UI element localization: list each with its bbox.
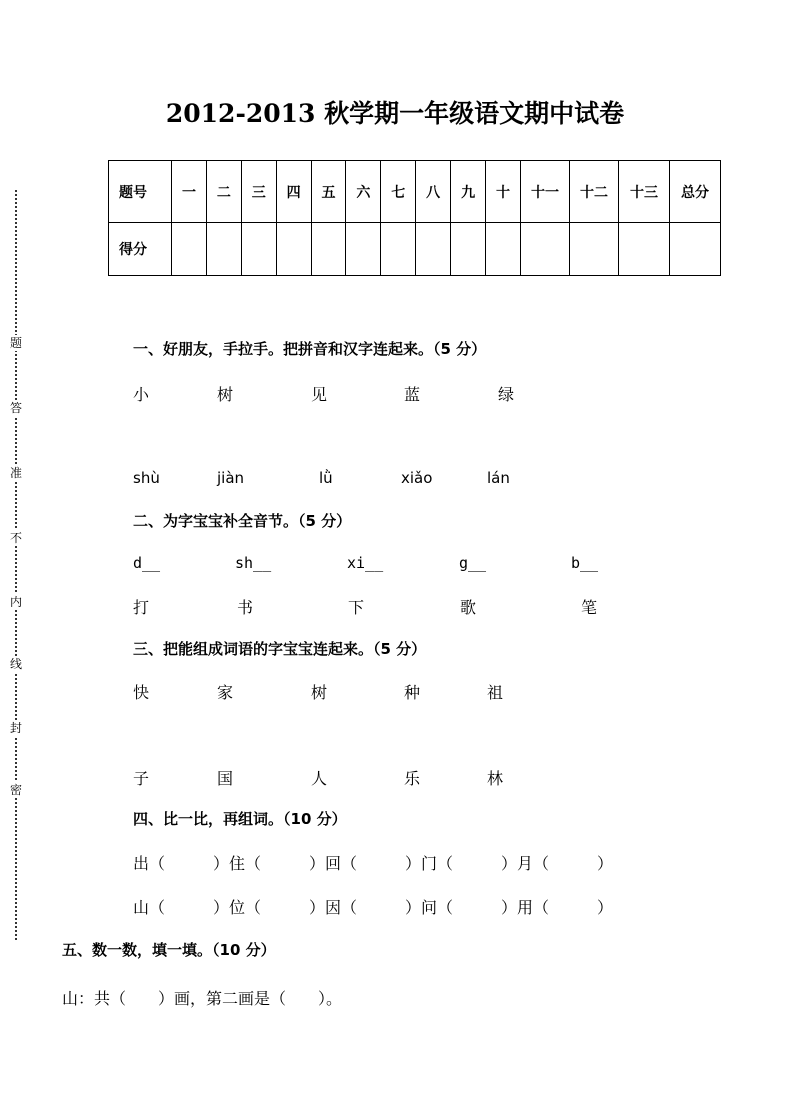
score-header-cell: 四	[276, 161, 311, 223]
q5-line[interactable]: 山：共（ ）画，第二画是（ ）。	[62, 989, 343, 1008]
side-char-feng: 封	[9, 721, 22, 735]
side-char-mi: 密	[9, 783, 22, 797]
side-char-ti: 题	[9, 336, 22, 350]
q2-syllable-blank[interactable]: b__	[571, 554, 599, 572]
score-header-label: 题号	[109, 161, 172, 223]
score-header-cell: 二	[206, 161, 241, 223]
score-value-cell[interactable]	[276, 223, 311, 276]
q2-char: 笔	[581, 598, 598, 617]
q2-syllable-blank[interactable]: g__	[459, 554, 487, 572]
q3-char: 人	[311, 769, 328, 788]
q3-char: 家	[217, 683, 234, 702]
score-header-total: 总分	[670, 161, 721, 223]
q1-pinyin: lán	[487, 469, 510, 487]
score-header-cell: 八	[416, 161, 451, 223]
q4-heading: 四、比一比，再组词。（10 分）	[133, 810, 347, 828]
q1-char: 小	[133, 385, 150, 404]
score-header-cell: 七	[381, 161, 416, 223]
q2-heading: 二、为字宝宝补全音节。（5 分）	[133, 512, 352, 530]
side-char-bu: 不	[9, 531, 22, 545]
q1-heading: 一、好朋友，手拉手。把拼音和汉字连起来。（5 分）	[133, 340, 487, 358]
score-value-cell[interactable]	[172, 223, 207, 276]
score-header-cell: 三	[241, 161, 276, 223]
score-value-cell[interactable]	[241, 223, 276, 276]
q2-char: 歌	[460, 598, 477, 617]
score-value-cell[interactable]	[570, 223, 619, 276]
q1-pinyin: lǜ	[319, 469, 333, 487]
score-value-cell[interactable]	[451, 223, 486, 276]
q3-char: 祖	[487, 683, 504, 702]
score-value-cell[interactable]	[346, 223, 381, 276]
side-char-zhun: 准	[9, 466, 22, 480]
side-char-nei: 内	[9, 595, 22, 609]
score-table	[108, 160, 721, 276]
score-value-row	[109, 223, 721, 276]
q4-line1[interactable]: 出（ ）住（ ）回（ ）门（ ）月（ ）	[133, 854, 614, 873]
q3-heading: 三、把能组成词语的字宝宝连起来。（5 分）	[133, 640, 427, 658]
q3-char: 林	[487, 769, 504, 788]
score-value-cell[interactable]	[486, 223, 521, 276]
score-value-cell[interactable]	[521, 223, 570, 276]
q3-char: 种	[404, 683, 421, 702]
q3-char: 子	[133, 769, 150, 788]
score-header-cell: 十	[486, 161, 521, 223]
q1-pinyin: xiǎo	[401, 469, 433, 487]
q1-char: 树	[217, 385, 234, 404]
score-header-cell: 十二	[570, 161, 619, 223]
q2-char: 书	[237, 598, 254, 617]
score-value-label: 得分	[109, 223, 172, 276]
score-header-cell: 六	[346, 161, 381, 223]
q3-char: 国	[217, 769, 234, 788]
q2-char: 下	[348, 598, 365, 617]
score-value-cell[interactable]	[206, 223, 241, 276]
score-header-cell: 十一	[521, 161, 570, 223]
page-title: 2012-2013 秋学期一年级语文期中试卷	[165, 99, 625, 128]
score-header-row	[109, 161, 721, 223]
score-value-cell[interactable]	[416, 223, 451, 276]
side-char-xian: 线	[9, 657, 22, 671]
q1-pinyin: jiàn	[217, 469, 245, 487]
q1-char: 蓝	[404, 385, 421, 404]
side-char-da: 答	[9, 401, 22, 415]
q1-pinyin: shù	[133, 469, 160, 487]
score-value-cell[interactable]	[670, 223, 721, 276]
q5-heading: 五、数一数，填一填。（10 分）	[62, 941, 276, 959]
score-header-cell: 一	[172, 161, 207, 223]
score-value-cell[interactable]	[311, 223, 346, 276]
score-header-cell: 九	[451, 161, 486, 223]
q2-char: 打	[133, 598, 150, 617]
score-value-cell[interactable]	[619, 223, 670, 276]
score-value-cell[interactable]	[381, 223, 416, 276]
q3-char: 乐	[404, 769, 421, 788]
score-header-cell: 五	[311, 161, 346, 223]
q3-char: 树	[311, 683, 328, 702]
q1-char: 见	[311, 385, 328, 404]
q2-syllable-blank[interactable]: xi__	[347, 554, 384, 572]
score-header-cell: 十三	[619, 161, 670, 223]
q2-syllable-blank[interactable]: sh__	[235, 554, 272, 572]
q1-char: 绿	[498, 385, 515, 404]
q2-syllable-blank[interactable]: d__	[133, 554, 161, 572]
q3-char: 快	[133, 683, 150, 702]
binding-dotted-line	[15, 190, 17, 940]
q4-line2[interactable]: 山（ ）位（ ）因（ ）问（ ）用（ ）	[133, 898, 614, 917]
